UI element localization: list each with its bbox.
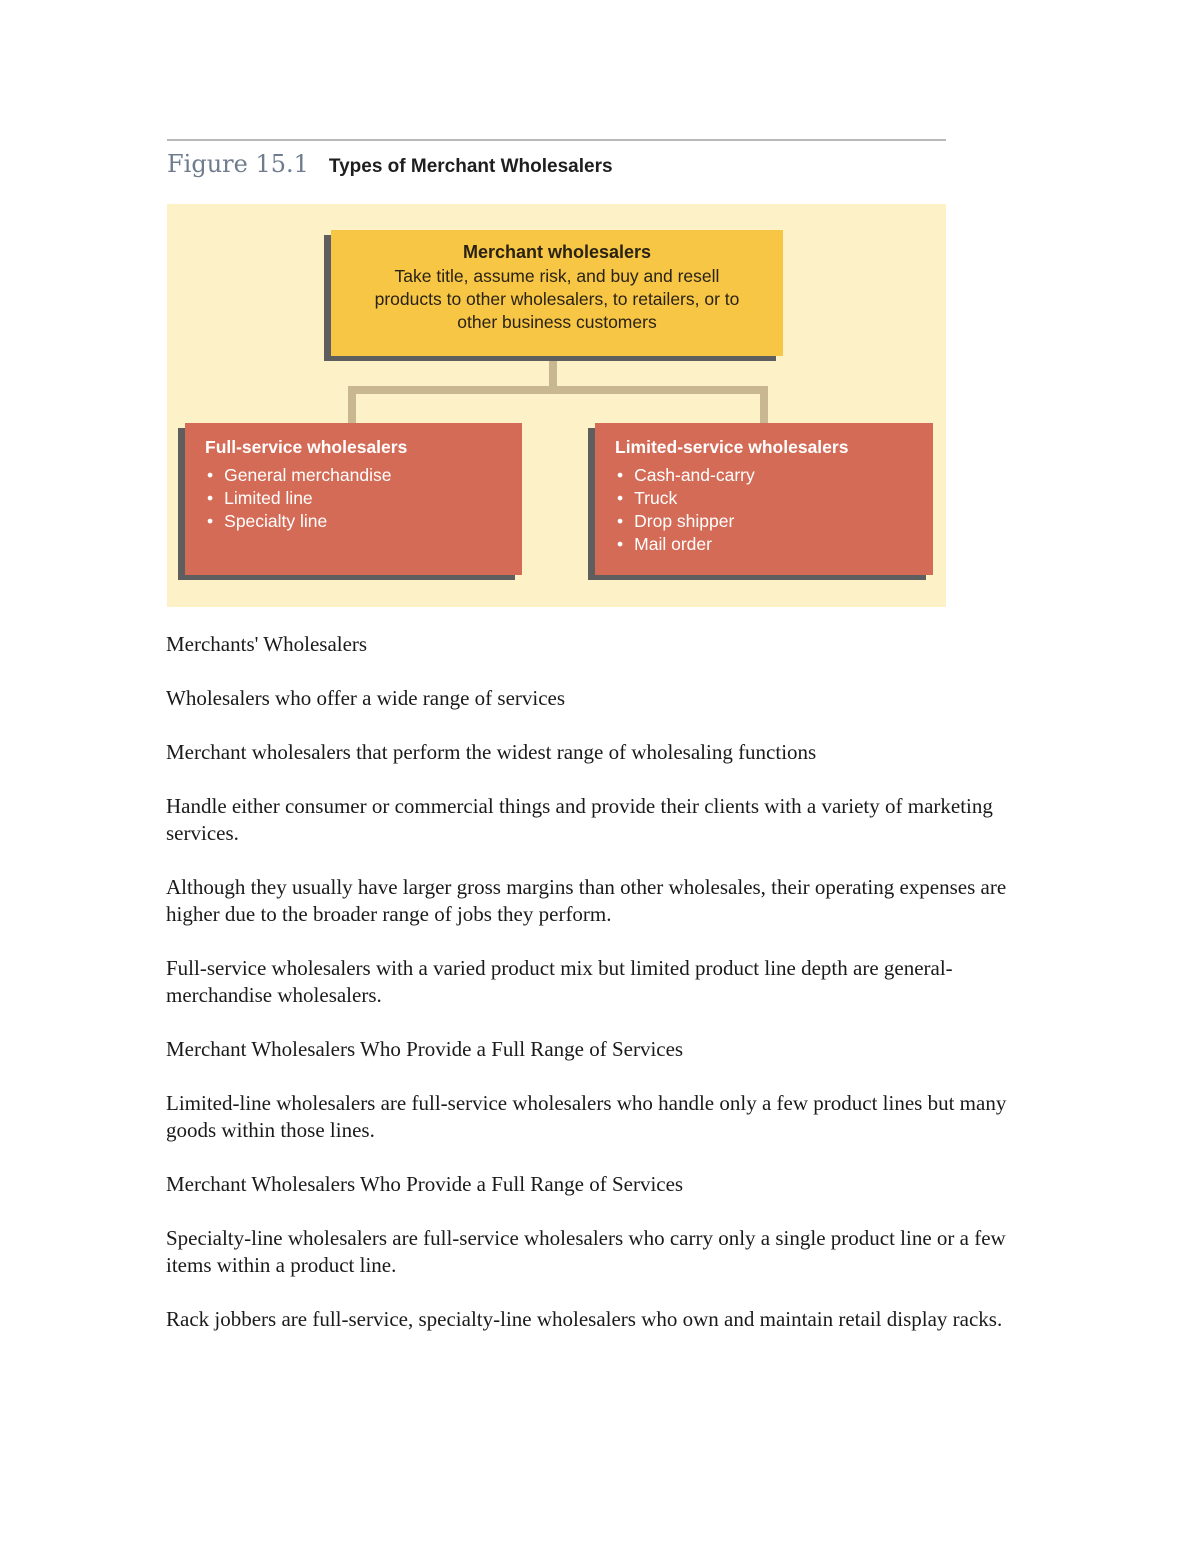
- paragraph: Merchant wholesalers that perform the widest range of wholesaling functions: [166, 740, 817, 764]
- paragraph: Full-service wholesalers with a varied product mix but limited product line depth are general-merchandise wholesalers.: [166, 956, 953, 1007]
- list-item: • General merchandise: [207, 464, 522, 487]
- list-item: • Mail order: [617, 533, 933, 556]
- paragraph: Merchant Wholesalers Who Provide a Full Range of Services: [166, 1172, 684, 1196]
- list-item: • Limited line: [207, 487, 522, 510]
- merchant-wholesalers-title: Merchant wholesalers: [462, 242, 652, 262]
- paragraph: Handle either consumer or commercial things and provide their clients with a variety of marketing services.: [166, 794, 993, 845]
- document-body: [166, 631, 1046, 1360]
- paragraph: Although they usually have larger gross margins than other wholesales, their operating expenses are higher due to the broader range of jobs they perform.: [166, 875, 1007, 926]
- list-item: • Drop shipper: [617, 510, 933, 533]
- paragraph: Rack jobbers are full-service, specialty-line wholesalers who own and maintain retail display racks.: [166, 1307, 1003, 1331]
- paragraph: Wholesalers who offer a wide range of services: [166, 686, 566, 710]
- full-service-title: Full-service wholesalers: [205, 437, 408, 457]
- list-item: • Specialty line: [207, 510, 522, 533]
- full-service-list: [185, 464, 522, 533]
- limited-service-wholesalers-box: [595, 423, 933, 575]
- full-service-wholesalers-box: [185, 423, 522, 575]
- limited-service-title: Limited-service wholesalers: [615, 437, 849, 457]
- figure-number: Figure 15.1: [167, 150, 309, 178]
- paragraph: Limited-line wholesalers are full-service wholesalers who handle only a few product lines but many goods within those lines.: [166, 1091, 1007, 1142]
- merchant-wholesalers-description: Take title, assume risk, and buy and resell products to other wholesalers, to retailers, or to other business customers: [374, 266, 740, 332]
- connector-right-drop: [760, 386, 768, 423]
- paragraph: Specialty-line wholesalers are full-service wholesalers who carry only a single product line or a few items within a product line.: [166, 1226, 1006, 1277]
- list-item: • Cash-and-carry: [617, 464, 933, 487]
- paragraph: Merchants' Wholesalers: [166, 632, 368, 656]
- paragraph: Merchant Wholesalers Who Provide a Full Range of Services: [166, 1037, 684, 1061]
- figure-title: Types of Merchant Wholesalers: [328, 156, 613, 177]
- connector-left-drop: [348, 386, 356, 423]
- figure-top-rule: [167, 139, 946, 141]
- connector-vertical-main: [549, 356, 557, 390]
- connector-horizontal: [348, 386, 768, 394]
- limited-service-list: [595, 464, 933, 556]
- figure-header: [167, 150, 613, 178]
- list-item: • Truck: [617, 487, 933, 510]
- merchant-wholesalers-box: [331, 230, 783, 356]
